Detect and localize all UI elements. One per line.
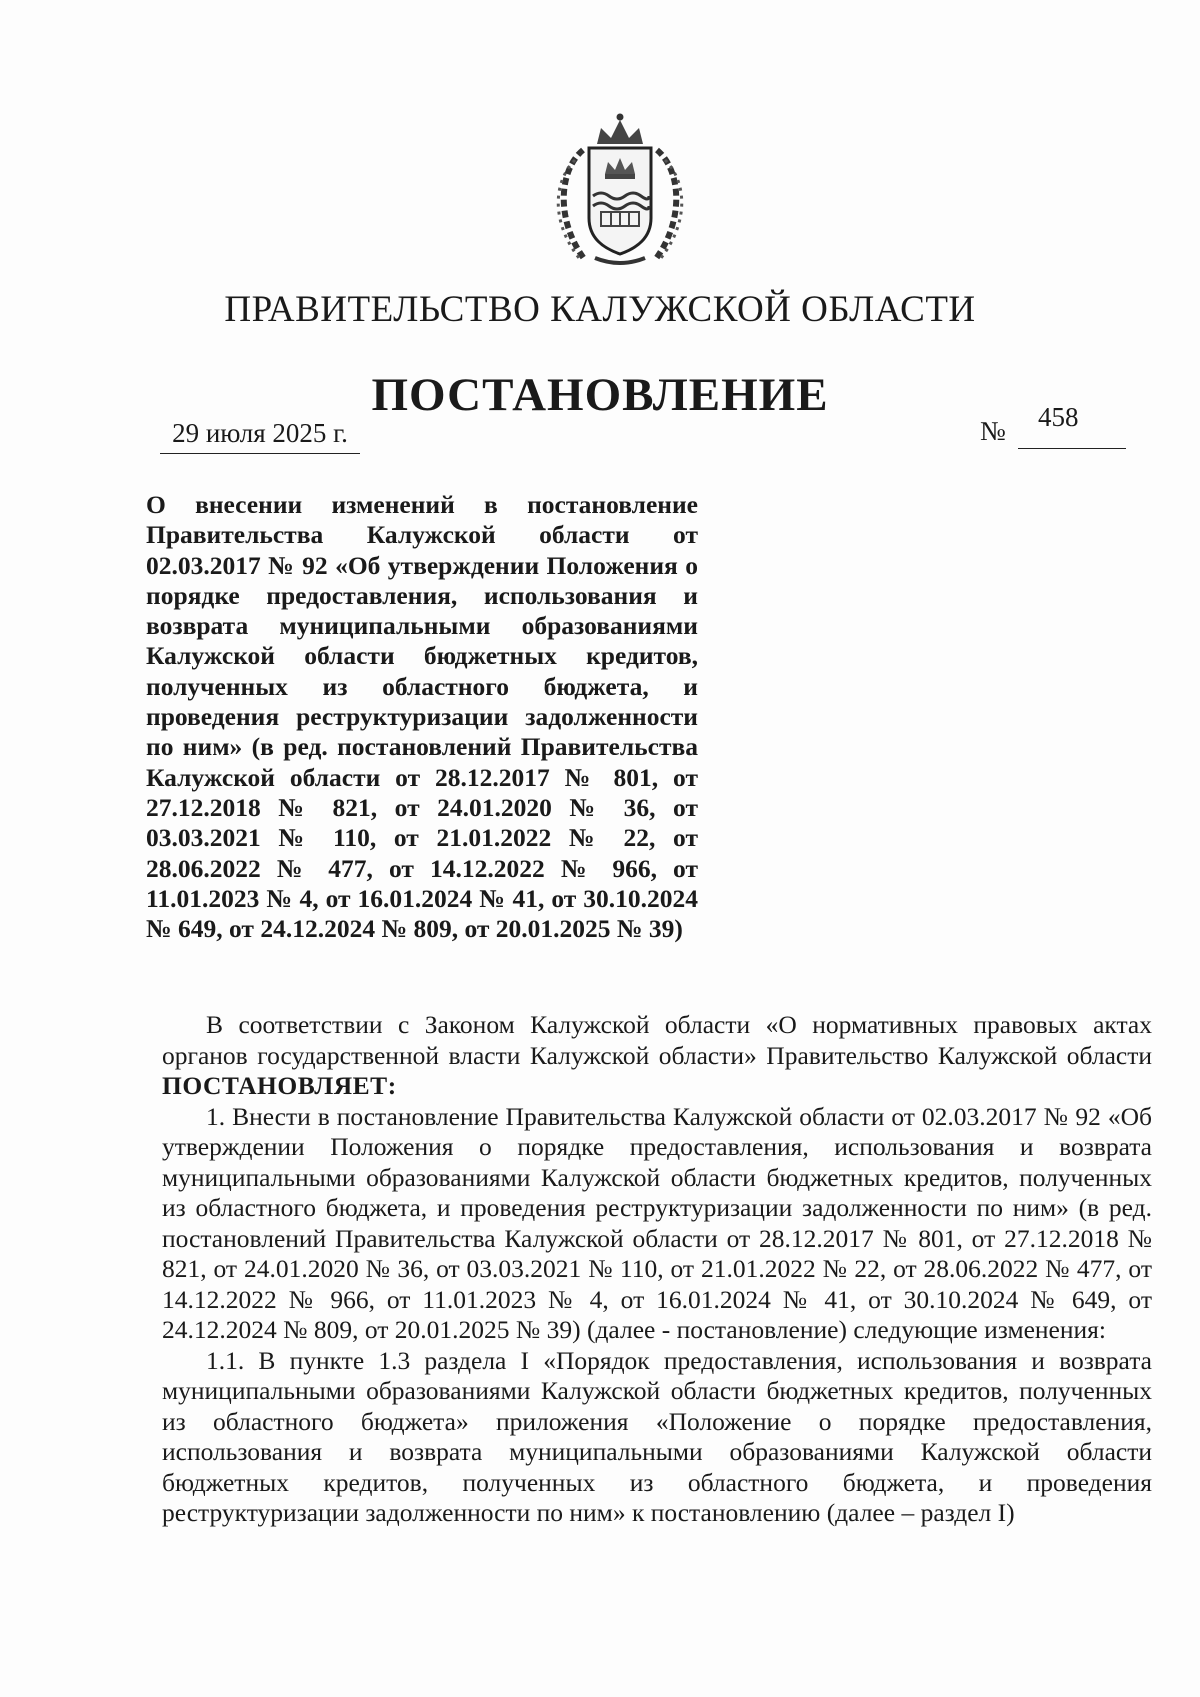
document-subject: О внесении изменений в постановление Правительства Калужской области от 02.03.2017 № 92 «Об утверждении Положения о порядке предоставления, использования и возврата муниципальными образованиями Калужской области бюджетных кредитов, полученных из областного бюджета, и проведения реструктуризации задолженности по ним» (в ред. постановлений Правительства Калужской области от 28.12.2017 № 801, от 27.12.2018 № 821, от 24.01.2020 № 36, от 03.03.2021 № 110, от 21.01.2022 № 22, от 28.06.2022 № 477, от 14.12.2022 № 966, от 11.01.2023 № 4, от 16.01.2024 № 41, от 30.10.2024 № 649, от 24.12.2024 № 809, от 20.01.2025 № 39) bbox=[146, 490, 698, 944]
preamble-text: В соответствии с Законом Калужской области «О нормативных правовых актах органов государственной власти Калужской области» Правительство Калужской области bbox=[162, 1010, 1152, 1070]
document-number-block bbox=[980, 402, 1140, 446]
item-1-1-paragraph: 1.1. В пункте 1.3 раздела I «Порядок предоставления, использования и возврата муниципальными образованиями Калужской области бюджетных кредитов, полученных из областного бюджета» приложения «Положение о порядке предоставления, использования и возврата муниципальными образованиями Калужской области бюджетных кредитов, полученных из областного бюджета, и проведения реструктуризации задолженности по ним» к постановлению (далее – раздел I) bbox=[162, 1345, 1152, 1527]
coat-of-arms-icon bbox=[545, 110, 695, 270]
number-sign: № bbox=[980, 416, 1006, 446]
preamble-paragraph bbox=[162, 1010, 1152, 1102]
document-type-title: ПОСТАНОВЛЕНИЕ bbox=[371, 369, 829, 421]
document-number: 458 bbox=[1038, 402, 1079, 432]
number-underline bbox=[1018, 448, 1126, 449]
document-date: 29 июля 2025 г. bbox=[160, 418, 360, 454]
item-1-paragraph: 1. Внести в постановление Правительства Калужской области от 02.03.2017 № 92 «Об утверждении Положения о порядке предоставления, использования и возврата муниципальными образованиями Калужской области бюджетных кредитов, полученных из областного бюджета, и проведения реструктуризации задолженности по ним» (в ред. постановлений Правительства Калужской области от 28.12.2017 № 801, от 27.12.2018 № 821, от 24.01.2020 № 36, от 03.03.2021 № 110, от 21.01.2022 № 22, от 28.06.2022 № 477, от 14.12.2022 № 966, от 11.01.2023 № 4, от 16.01.2024 № 41, от 30.10.2024 № 649, от 24.12.2024 № 809, от 20.01.2025 № 39) (далее - постановление) следующие изменения: bbox=[162, 1101, 1152, 1344]
decree-word: ПОСТАНОВЛЯЕТ: bbox=[162, 1071, 397, 1100]
organization-title: ПРАВИТЕЛЬСТВО КАЛУЖСКОЙ ОБЛАСТИ bbox=[224, 289, 976, 330]
document-body bbox=[162, 1010, 1152, 1529]
